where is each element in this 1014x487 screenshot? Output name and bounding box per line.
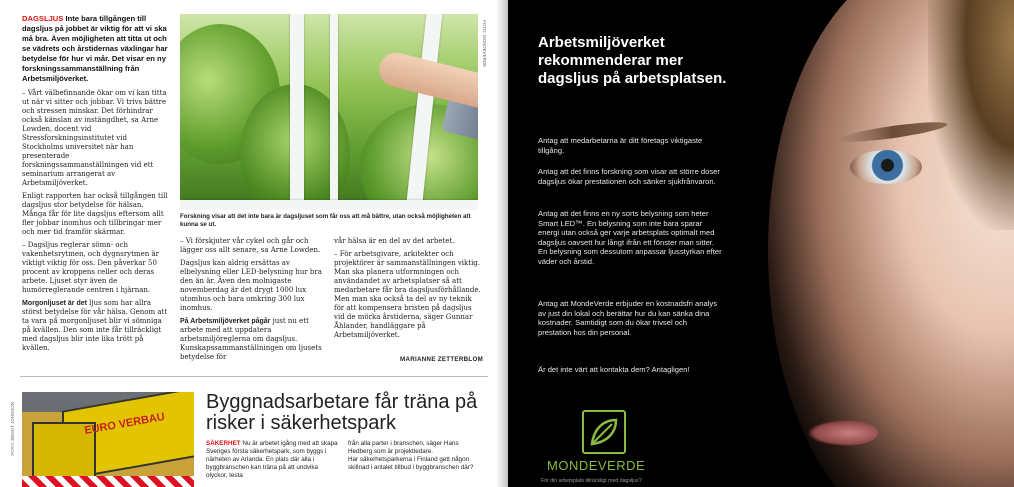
- second-article-column-2: från alla parter i branschen, säger Hans Hedberg som är projektledare. Har säkerhetsparkerna i Finland gett någon skillnad i antalet tillbud i byggbranschen där?: [348, 440, 474, 471]
- paragraph: vår hälsa är en del av det arbetet.: [334, 237, 455, 245]
- paragraph-lead-in: På Arbetsmiljöverket pågår: [180, 318, 271, 325]
- ad-paragraph: Antag att MondeVerde erbjuder en kostnadsfri analys av just din lokal och berättar hur du kan sänka dina kostnader. Samtidigt som du ökar trivsel och prestation hos din personal.: [538, 299, 717, 337]
- photo-credit: FOTO: MONDEVERDE: [482, 20, 487, 68]
- article-headline: Byggnadsarbetare får träna på risker i säkerhetspark: [206, 391, 478, 434]
- paragraph-text: ljus som har allra störst betydelse för vår hälsa. Genom att ta vara på morgonljuset blir vi sömniga på kvällen. Den som inte får tillräckligt med dagsljus blir inte lika trött på kvällen.: [22, 299, 168, 352]
- brand-logo-text: MONDEVERDE: [547, 458, 646, 473]
- page-gutter: [496, 0, 520, 487]
- paragraph: – Dagsljus reglerar sömn- och vakenhetsrytmen, och dygnsrytmen är viktigt viktig för oss. Den påverkar 50 procent av kroppens celler och deras arbete. Ljuset styr även de humörreglerande centren i hjärnan.: [22, 241, 159, 294]
- paragraph: Enligt rapporten har också tillgången till dagsljus stor betydelse för hälsan. Många får för lite dagsljus eftersom allt fler jobbar inomhus och tillbringar mer och mer tid framför skärmar.: [22, 192, 168, 236]
- byline: MARIANNE ZETTERBLOM: [400, 356, 484, 363]
- lips-shape: [808, 420, 878, 446]
- ad-paragraph: Antag att medarbetarna är ditt företags viktigaste tillgång.: [538, 136, 703, 155]
- window-photo: [180, 14, 478, 210]
- construction-photo: [22, 392, 194, 487]
- article-kicker: SÄKERHET: [206, 440, 241, 447]
- ad-paragraph: Är det inte värt att kontakta dem? Antagligen!: [538, 365, 690, 374]
- eye-shape: [850, 150, 922, 184]
- article-lead: [22, 14, 170, 84]
- paragraph-text: Nu är arbetet igång med att skapa Sveriges första säkerhetspark, som byggs i närheten av Arlanda. En plats där alla i byggbranschen kan träna på att undvika olyckor, testa: [206, 440, 338, 479]
- ad-paragraph: Antag att det finns forskning som visar att större doser dagsljus ökar prestationen och sänker sjukfrånvaron.: [538, 167, 720, 186]
- paragraph: – För arbetsgivare, arkitekter och projektörer är sammanställningen viktig. Man ska planera utformningen och användandet av arbetsplatser så att medarbetare får bra dagsljusförhållande. Men man ska också ta del av ny teknik för att kompensera bristen på dagsljus vid de mörka årstiderna, säger Gunnar Åhlander, handläggare på Arbetsmiljöverket.: [334, 250, 481, 339]
- article-kicker: DAGSLJUS: [22, 14, 64, 23]
- paragraph: [22, 299, 170, 353]
- article-column-1: [22, 89, 170, 357]
- paragraph: – Vårt välbefinnande ökar om vi kan titta ut när vi sitter och jobbar. Vi trivs bättre och stressen minskar. Det förhindrar också känslan av instängdhet, sa Arne Lowden, docent vid Stressforskningsinstitutet vid Stockholms universitet när han presenterade forskningssammanställningen vid ett seminarium arrangerat av Arbetsmiljöverket.: [22, 89, 167, 187]
- section-divider: [20, 376, 488, 377]
- paragraph-lead-in: Morgonljuset är det: [22, 300, 87, 307]
- hair-shape: [928, 0, 1014, 230]
- paragraph: – Vi förskjuter vår cykel och går och lägger oss allt senare, sa Arne Lowden.: [180, 237, 321, 254]
- ad-paragraph: Antag att det finns en ny sorts belysning som heter Smart LED™. En belysning som inte bara sparar energi utan också ger varje arbetsplats optimalt med dagsljus oavsett hur långt ifrån ett fönster man sitter. En belysning som dessutom anpassar ljusstyrkan efter väder och årstid.: [538, 209, 722, 266]
- photo-credit: FOTO: BENGT JOHNSON: [10, 402, 15, 456]
- ad-footer: För din arbetsplats tillräckligt med dagsljus?: [541, 478, 642, 484]
- paragraph: Dagsljus kan aldrig ersättas av elbelysning eller LED-belysning hur bra den än är. Även den molnigaste novemberdag är det drygt 1000 lux utomhus och bara omkring 300 lux inomhus.: [180, 259, 322, 312]
- article-lead-text: Inte bara tillgången till dagsljus på jobbet är viktig för att vi ska må bra. Även möjligheten att titta ut och se vädrets och årstidernas växlingar har betydelse för hur vi mår. Det visar en ny forskningssammanställning från Arbetsmiljöverket.: [22, 14, 168, 83]
- paragraph-text: just nu ett arbete med att uppdatera arbetsmiljöreglerna om dagsljus. Kunskapssammanställningen om ljusets betydelse för: [180, 317, 322, 361]
- ad-headline: Arbetsmiljöverket rekommenderar mer dagsljus på arbetsplatsen.: [538, 34, 727, 87]
- photo-caption: Forskning visar att det inte bara är dagsljuset som får oss att må bättre, utan också möjligheten att kunna se ut.: [180, 213, 471, 228]
- article-column-2: [180, 237, 328, 366]
- sign-text: EURO VERBAU: [83, 411, 166, 437]
- second-article-column-1: [206, 440, 338, 480]
- paragraph: [180, 317, 328, 362]
- leaf-logo-icon: [582, 410, 626, 454]
- article-column-3: [334, 237, 482, 344]
